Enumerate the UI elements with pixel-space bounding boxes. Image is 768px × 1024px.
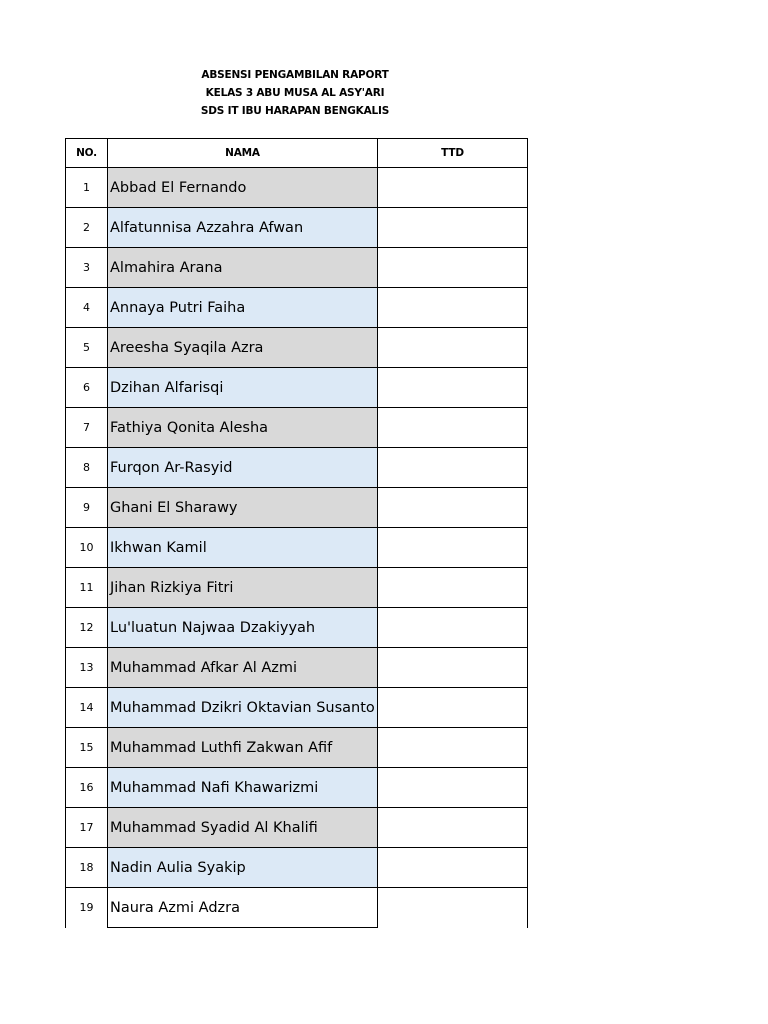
student-name-cell (108, 648, 378, 688)
student-name-cell (108, 888, 378, 928)
row-number: 12 (66, 608, 108, 648)
student-name: Ikhwan Kamil (110, 539, 207, 556)
signature-cell (378, 808, 528, 848)
student-name-cell (108, 208, 378, 248)
signature-cell (378, 368, 528, 408)
row-number: 15 (66, 728, 108, 768)
student-name: Dzihan Alfarisqi (110, 379, 224, 396)
table-row (66, 208, 528, 248)
row-number: 19 (66, 888, 108, 928)
student-name: Naura Azmi Adzra (110, 899, 240, 916)
student-name-cell (108, 288, 378, 328)
table-row (66, 768, 528, 808)
student-name: Jihan Rizkiya Fitri (110, 579, 234, 596)
row-number: 6 (66, 368, 108, 408)
title-line-2: KELAS 3 ABU MUSA AL ASY'ARI (205, 87, 385, 99)
student-name-cell (108, 248, 378, 288)
student-name: Areesha Syaqila Azra (110, 339, 264, 356)
student-name: Fathiya Qonita Alesha (110, 419, 269, 436)
student-name: Abbad El Fernando (110, 179, 247, 196)
signature-cell (378, 768, 528, 808)
row-number: 9 (66, 488, 108, 528)
student-name: Nadin Aulia Syakip (110, 859, 246, 876)
signature-cell (378, 408, 528, 448)
student-name: Muhammad Syadid Al Khalifi (110, 819, 318, 836)
signature-cell (378, 728, 528, 768)
signature-cell (378, 168, 528, 208)
table-body (66, 168, 528, 928)
row-number: 11 (66, 568, 108, 608)
student-name-cell (108, 368, 378, 408)
student-name: Ghani El Sharawy (110, 499, 238, 516)
student-name-cell (108, 488, 378, 528)
row-number: 3 (66, 248, 108, 288)
table-row (66, 488, 528, 528)
student-name-cell (108, 528, 378, 568)
row-number: 14 (66, 688, 108, 728)
table-header-row (66, 139, 528, 168)
signature-cell (378, 688, 528, 728)
student-name-cell (108, 848, 378, 888)
table-row (66, 528, 528, 568)
document-title-block (147, 66, 443, 120)
column-header-nama: NAMA (108, 139, 378, 168)
row-number: 7 (66, 408, 108, 448)
signature-cell (378, 248, 528, 288)
student-name-cell (108, 608, 378, 648)
row-number: 16 (66, 768, 108, 808)
table-row (66, 808, 528, 848)
student-name-cell (108, 408, 378, 448)
row-number: 1 (66, 168, 108, 208)
signature-cell (378, 888, 528, 928)
student-name: Furqon Ar-Rasyid (110, 459, 233, 476)
row-number: 10 (66, 528, 108, 568)
student-name: Lu'luatun Najwaa Dzakiyyah (110, 619, 316, 636)
table-row (66, 328, 528, 368)
student-name-cell (108, 688, 378, 728)
signature-cell (378, 208, 528, 248)
table-row (66, 648, 528, 688)
table-row (66, 448, 528, 488)
table-row (66, 408, 528, 448)
attendance-table (65, 138, 528, 928)
student-name-cell (108, 568, 378, 608)
signature-cell (378, 488, 528, 528)
student-name: Alfatunnisa Azzahra Afwan (110, 219, 304, 236)
signature-cell (378, 448, 528, 488)
student-name: Muhammad Afkar Al Azmi (110, 659, 298, 676)
student-name: Almahira Arana (110, 259, 223, 276)
student-name-cell (108, 448, 378, 488)
table-row (66, 168, 528, 208)
table-row (66, 368, 528, 408)
signature-cell (378, 288, 528, 328)
table-row (66, 688, 528, 728)
student-name-cell (108, 328, 378, 368)
signature-cell (378, 848, 528, 888)
student-name-cell (108, 808, 378, 848)
title-line-3: SDS IT IBU HARAPAN BENGKALIS (200, 105, 390, 117)
student-name: Muhammad Dzikri Oktavian Susanto (110, 699, 375, 716)
row-number: 17 (66, 808, 108, 848)
signature-cell (378, 608, 528, 648)
column-header-ttd: TTD (378, 139, 528, 168)
row-number: 5 (66, 328, 108, 368)
signature-cell (378, 328, 528, 368)
student-name-cell (108, 728, 378, 768)
student-name: Annaya Putri Faiha (110, 299, 246, 316)
table-row (66, 888, 528, 928)
table-row (66, 608, 528, 648)
table-row (66, 288, 528, 328)
table-row (66, 568, 528, 608)
signature-cell (378, 648, 528, 688)
student-name-cell (108, 168, 378, 208)
row-number: 4 (66, 288, 108, 328)
row-number: 13 (66, 648, 108, 688)
title-line-1: ABSENSI PENGAMBILAN RAPORT (201, 69, 389, 81)
row-number: 8 (66, 448, 108, 488)
student-name: Muhammad Nafi Khawarizmi (110, 779, 319, 796)
row-number: 2 (66, 208, 108, 248)
signature-cell (378, 568, 528, 608)
column-header-no: NO. (66, 139, 108, 168)
student-name-cell (108, 768, 378, 808)
row-number: 18 (66, 848, 108, 888)
table-row (66, 248, 528, 288)
signature-cell (378, 528, 528, 568)
student-name: Muhammad Luthfi Zakwan Afif (110, 739, 333, 756)
table-row (66, 848, 528, 888)
table-row (66, 728, 528, 768)
